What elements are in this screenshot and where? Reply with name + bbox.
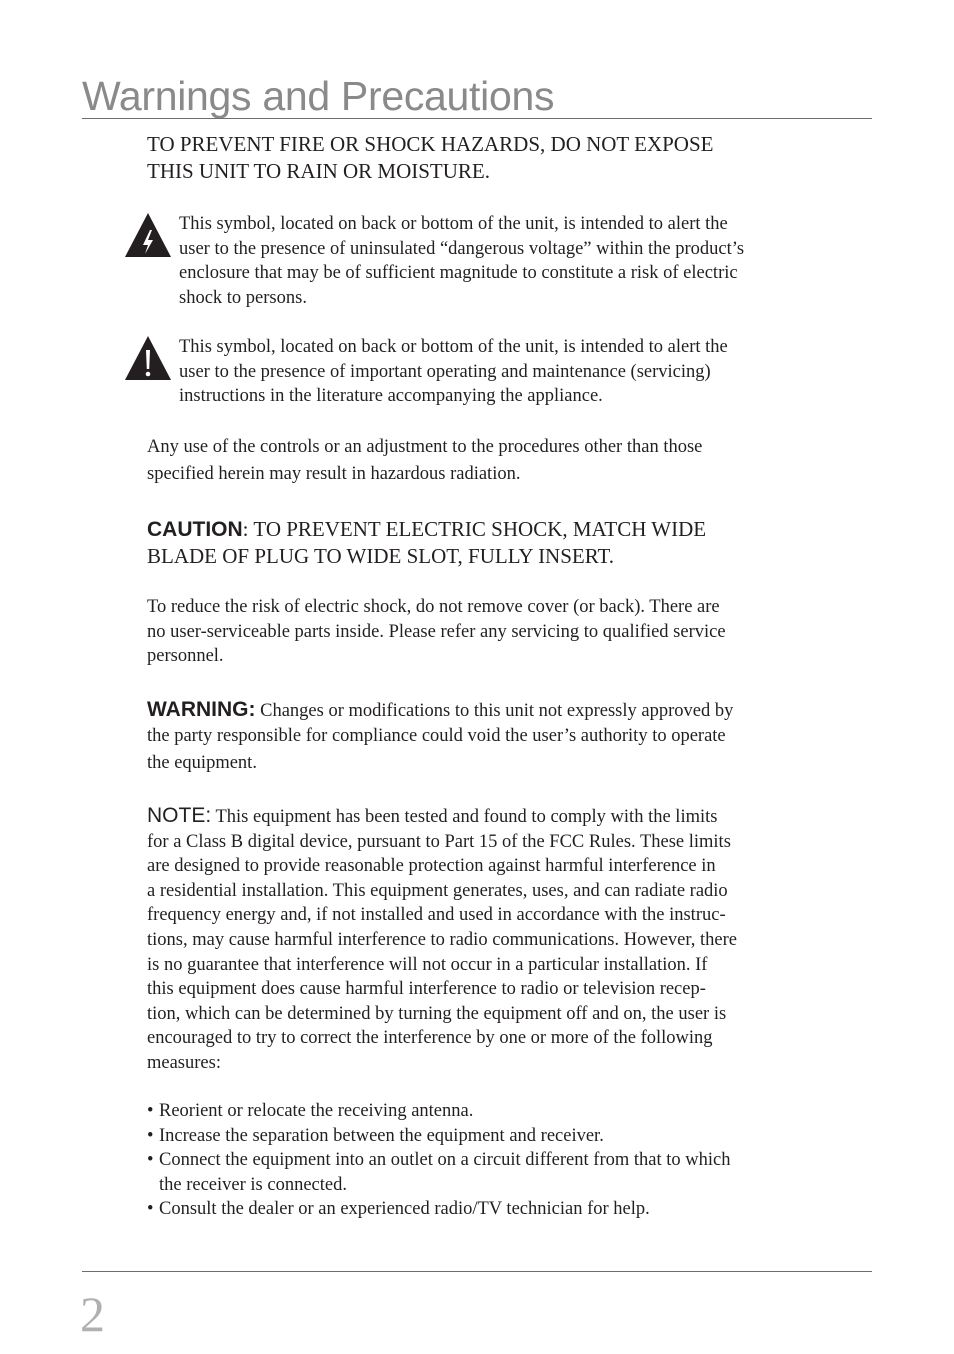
important-instructions-description	[179, 335, 819, 409]
caution-text: : TO PREVENT ELECTRIC SHOCK, MATCH WIDE	[242, 517, 707, 541]
list-item	[147, 1099, 807, 1124]
hazard-notice-line: TO PREVENT FIRE OR SHOCK HAZARDS, DO NOT EXPOSE	[147, 132, 714, 156]
note-label: NOTE:	[147, 804, 212, 827]
bullet: •	[147, 1199, 154, 1220]
warning-line	[147, 698, 807, 724]
description-line: instructions in the literature accompanying the appliance.	[179, 386, 603, 407]
footer-divider	[82, 1271, 872, 1272]
note-line: tions, may cause harmful interference to radio communications. However, there	[147, 929, 738, 950]
note-line: frequency energy and, if not installed and used in accordance with the instruc-	[147, 905, 726, 926]
list-item	[147, 1197, 807, 1222]
note-line: this equipment does cause harmful interference to radio or television recep-	[147, 979, 706, 1000]
description-line: user to the presence of uninsulated “dangerous voltage” within the product’s	[179, 238, 745, 259]
caution-line	[147, 516, 807, 543]
page-number: 2	[80, 1286, 105, 1342]
description-line: shock to persons.	[179, 287, 307, 308]
shock-notice-line: personnel.	[147, 646, 224, 667]
title-divider	[82, 118, 872, 119]
shock-notice	[147, 595, 807, 669]
caution-line: BLADE OF PLUG TO WIDE SLOT, FULLY INSERT.	[147, 544, 614, 568]
note-line: a residential installation. This equipment generates, uses, and can radiate radio	[147, 880, 728, 901]
measures-list	[147, 1099, 807, 1222]
hazard-notice-line: THIS UNIT TO RAIN OR MOISTURE.	[147, 159, 491, 183]
fcc-note	[147, 804, 807, 1076]
measure-text: Reorient or relocate the receiving antenna.	[159, 1101, 474, 1121]
dangerous-voltage-description	[179, 212, 819, 310]
caution-notice	[147, 516, 807, 570]
note-line: measures:	[147, 1052, 221, 1073]
note-line: tion, which can be determined by turning the equipment off and on, the user is	[147, 1003, 727, 1024]
description-line: user to the presence of important operating and maintenance (servicing)	[179, 361, 711, 382]
list-item	[147, 1124, 807, 1149]
note-line: for a Class B digital device, pursuant to Part 15 of the FCC Rules. These limits	[147, 831, 731, 852]
bullet: •	[147, 1150, 154, 1171]
bullet: •	[147, 1125, 154, 1146]
note-line	[147, 804, 807, 830]
warning-line: the equipment.	[147, 753, 257, 774]
page-title: Warnings and Precautions	[82, 73, 555, 119]
warning-notice	[147, 698, 807, 776]
warning-label: WARNING:	[147, 698, 256, 721]
measure-text: the receiver is connected.	[159, 1174, 347, 1195]
bullet: •	[147, 1101, 154, 1121]
note-line: encouraged to try to correct the interference by one or more of the following	[147, 1028, 713, 1049]
note-text: This equipment has been tested and found to comply with the limits	[211, 807, 718, 827]
list-item	[147, 1148, 807, 1197]
shock-notice-line: To reduce the risk of electric shock, do not remove cover (or back). There are	[147, 597, 720, 617]
note-line: are designed to provide reasonable protection against harmful interference in	[147, 856, 716, 877]
description-line: enclosure that may be of sufficient magnitude to constitute a risk of electric	[179, 263, 738, 284]
lightning-triangle-icon	[124, 212, 172, 258]
hazard-notice	[147, 131, 807, 185]
radiation-notice-line: Any use of the controls or an adjustment to the procedures other than those	[147, 437, 703, 457]
caution-label: CAUTION	[147, 518, 243, 541]
shock-notice-line: no user-serviceable parts inside. Please refer any servicing to qualified service	[147, 621, 726, 642]
description-line: This symbol, located on back or bottom of the unit, is intended to alert the	[179, 214, 728, 234]
exclamation-triangle-icon	[124, 335, 172, 381]
warning-line: the party responsible for compliance could void the user’s authority to operate	[147, 725, 726, 746]
radiation-notice	[147, 434, 807, 488]
measure-text: Increase the separation between the equipment and receiver.	[159, 1125, 604, 1146]
description-line: This symbol, located on back or bottom of the unit, is intended to alert the	[179, 337, 728, 357]
measure-text: Consult the dealer or an experienced radio/TV technician for help.	[159, 1199, 650, 1220]
note-line: is no guarantee that interference will not occur in a particular installation. If	[147, 954, 708, 975]
warning-text: Changes or modifications to this unit not expressly approved by	[255, 701, 734, 721]
measure-text: Connect the equipment into an outlet on a circuit different from that to which	[159, 1150, 731, 1171]
radiation-notice-line: specified herein may result in hazardous radiation.	[147, 464, 521, 484]
